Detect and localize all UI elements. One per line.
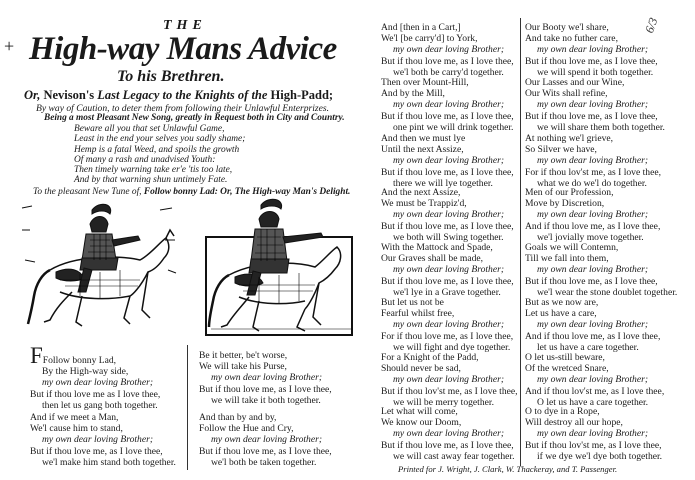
- verse-line: Will destroy all our hope,: [525, 417, 623, 429]
- or-word: Or,: [24, 88, 41, 102]
- verse-refrain: my own dear loving Brother;: [393, 44, 505, 56]
- tune-name: Follow bonny Lad: Or, The High-way Man's Delight.: [143, 187, 351, 197]
- verse-line: We'l [be carry'd] to York,: [381, 33, 478, 45]
- verse-line: But if thou love me, as I love thee,: [381, 439, 514, 451]
- verse-line: one pint we will drink together.: [393, 121, 514, 133]
- verse-line: But if thou love me, as I love thee,: [381, 275, 514, 287]
- stanza-col3-2: [381, 77, 514, 133]
- stanza-col4-4: [525, 187, 660, 243]
- verse-line: we'l both be taken together.: [211, 456, 317, 468]
- verse-line: We'l cause him to stand,: [30, 423, 123, 435]
- verse-line: Fearful whilst free,: [381, 308, 455, 320]
- verse-line: we'l both be carry'd together.: [393, 66, 504, 78]
- stanza-col4-8: [525, 406, 662, 462]
- verse-line: Follow the Hue and Cry,: [199, 423, 294, 435]
- verse-line: But let us not be: [381, 297, 444, 308]
- stanza-col3-4: [381, 187, 514, 243]
- stanza-col4-2: [525, 77, 665, 133]
- verse-line: Let us have a care,: [525, 308, 597, 320]
- stanza-col1-2: [30, 412, 176, 468]
- verse-line: we'l make him stand both together.: [42, 456, 176, 468]
- verse-line: But if thou love me as I love thee,: [30, 388, 161, 400]
- verse-line: Our Booty we'l share,: [525, 22, 609, 33]
- stanza-col3-6: [381, 297, 513, 353]
- verse-line: we will be merry together.: [393, 396, 494, 408]
- verse-line: Until the next Assize,: [381, 144, 464, 156]
- stanza-col4-6: [525, 297, 660, 353]
- stanza-col3-5: [381, 242, 514, 298]
- horse-rider-image: [205, 197, 353, 337]
- stanza-col3-3: [381, 133, 514, 189]
- verse-line: And than by and by,: [199, 412, 277, 423]
- verse-line: At nothing we'l grieve,: [525, 133, 614, 144]
- verse-refrain: my own dear loving Brother;: [393, 264, 505, 276]
- verse-line: Of many a rash and unadvised Youth:: [74, 154, 216, 165]
- verse-line: Of the wretced Snare,: [525, 363, 609, 375]
- stanza-col3-1: [381, 22, 514, 78]
- verse-line: we'l wear the stone doublet together.: [537, 286, 678, 298]
- verse-refrain: my own dear loving Brother;: [537, 99, 649, 111]
- verse-line: And if thou love me, as I love thee,: [525, 220, 661, 232]
- verse-line: if we dye we'l dye both together.: [537, 450, 663, 462]
- verse-refrain: my own dear loving Brother;: [393, 99, 505, 111]
- verse-line: But as we now are,: [525, 297, 599, 308]
- verse-line: And [then in a Cart,]: [381, 22, 461, 33]
- verse-line: we will fight and dye together.: [393, 341, 511, 353]
- verse-line: We must be Trappiz'd,: [381, 198, 467, 210]
- verse-line: let us have a care together.: [537, 341, 639, 353]
- header-the: THE: [163, 18, 207, 33]
- stanza-col2-2: [199, 412, 332, 468]
- verse-refrain: my own dear loving Brother;: [537, 209, 649, 221]
- verse-line: By the High-way side,: [42, 366, 129, 378]
- verse-line: For if thou lov'st me, as I love thee,: [525, 166, 662, 178]
- verse-line: For if thou love me, as I love thee,: [381, 330, 514, 342]
- verse-line: O let us-still beware,: [525, 352, 605, 363]
- verse-line: then let us gang both together.: [42, 399, 158, 411]
- verse-refrain: my own dear loving Brother;: [211, 372, 323, 384]
- legacy-text: Last Legacy to the Knights of the: [97, 88, 268, 102]
- verse-line: And if thou love me, as I love thee,: [525, 330, 661, 342]
- verse-line: But if thou love me, as I love thee,: [30, 445, 163, 457]
- verse-line: And if we meet a Man,: [30, 412, 119, 423]
- woodcut-horseman-left: [20, 200, 180, 332]
- nevison-word: Nevison's: [43, 88, 95, 102]
- verse-line: But if thou love me, as I love thee,: [525, 275, 658, 287]
- verse-line: For a Knight of the Padd,: [381, 352, 479, 363]
- verse-line: But if thou love me, as I love thee,: [525, 55, 658, 67]
- verse-line: Goals we will Contemn,: [525, 242, 619, 253]
- verse-line: But if thou love me, as I love thee,: [199, 383, 332, 395]
- stanza-col4-1: [525, 22, 658, 78]
- verse-line: Our Lasses and our Wine,: [525, 77, 625, 88]
- verse-line: And the next Assize,: [381, 187, 461, 198]
- verse-refrain: my own dear loving Brother;: [393, 155, 505, 167]
- verse-line: what we do we'l do together.: [537, 177, 647, 189]
- verse-refrain: my own dear loving Brother;: [537, 264, 649, 276]
- verse-line: Should never be sad,: [381, 363, 461, 375]
- horse-rider-image: [20, 200, 180, 332]
- verse-line: Then timely warning take er'e 'tis too late,: [74, 165, 233, 176]
- woodcut-horseman-right: [205, 197, 353, 337]
- verse-line: We will take his Purse,: [199, 361, 287, 373]
- verse-line: Move by Discretion,: [525, 198, 605, 210]
- margin-plus-mark: +: [4, 36, 15, 56]
- verse-refrain: my own dear loving Brother;: [537, 155, 649, 167]
- drop-cap: F: [30, 343, 43, 368]
- verse-refrain: my own dear loving Brother;: [537, 44, 649, 56]
- verse-refrain: my own dear loving Brother;: [393, 319, 505, 331]
- verse-refrain: my own dear loving Brother;: [42, 434, 154, 446]
- verse-refrain: my own dear loving Brother;: [211, 434, 323, 446]
- printer-imprint: Printed for J. Wright, J. Clark, W. Thackeray, and T. Passenger.: [398, 464, 618, 474]
- verse-refrain: my own dear loving Brother;: [393, 209, 505, 221]
- or-line: [24, 88, 333, 103]
- verse-line: But if thou love me, as I love thee,: [381, 220, 514, 232]
- verse-line: Our Wits shall refine,: [525, 88, 608, 100]
- verse-line: we will cast away fear together.: [393, 450, 515, 462]
- tune-prefix: To the pleasant New Tune of,: [33, 187, 142, 197]
- verse-line: And if thou lov'st me, as I love thee,: [525, 385, 665, 397]
- verse-line: Hemp is a fatal Weed, and spoils the growth: [74, 144, 240, 155]
- verse-line: And then we must lye: [381, 133, 466, 144]
- column-divider-left: [187, 345, 188, 470]
- verse-line: we will spend it both together.: [537, 66, 654, 78]
- verse-line: Till we fall into them,: [525, 253, 609, 265]
- verse-line: But if thou love me, as I love thee,: [199, 445, 332, 457]
- verse-line: And take no futher care,: [525, 33, 618, 45]
- verse-line: Our Graves shall be made,: [381, 253, 484, 265]
- tune-line: [33, 187, 350, 197]
- stanza-col1-1: [30, 343, 161, 411]
- stanza-col4-3: [525, 133, 661, 189]
- verse-line: But if thou lov'st me, as I love thee,: [525, 439, 662, 451]
- margin-handwritten-mark: 6/3: [642, 15, 661, 35]
- stanza-col4-7: [525, 352, 664, 408]
- header-verse: [74, 124, 245, 186]
- verse-line: there we will lye together.: [393, 177, 493, 189]
- song-line: Being a most Pleasant New Song, greatly in Request both in City and Country.: [44, 113, 345, 123]
- verse-line: With the Mattock and Spade,: [381, 242, 493, 253]
- verse-line: But if thou love me, as I love thee,: [525, 110, 658, 122]
- verse-line: Beware all you that set Unlawful Game,: [74, 124, 225, 134]
- page-title: High-way Mans Advice: [29, 31, 337, 67]
- verse-line: Least in the end your selves you sadly shame;: [74, 134, 246, 145]
- stanza-col4-5: [525, 242, 677, 298]
- verse-line: But if thou love me, as I love thee,: [381, 55, 514, 67]
- verse-refrain: my own dear loving Brother;: [537, 428, 649, 440]
- verse-refrain: my own dear loving Brother;: [42, 377, 154, 389]
- stanza-col3-7: [381, 352, 518, 408]
- verse-line: But if thou lov'st me, as I love thee,: [381, 385, 518, 397]
- column-divider-right: [520, 18, 521, 466]
- verse-line: But if thou love me, as I love thee,: [381, 166, 514, 178]
- stanza-col3-8: [381, 406, 514, 462]
- high-padd-text: High-Padd;: [270, 88, 334, 102]
- verse-refrain: my own dear loving Brother;: [537, 374, 649, 386]
- verse-line: Then over Mount-Hill,: [381, 77, 469, 88]
- verse-line: Men of our Profession,: [525, 187, 614, 198]
- caution-line: By way of Caution, to deter them from following their Unlawful Enterprizes.: [36, 103, 330, 114]
- subtitle: To his Brethren.: [117, 68, 225, 85]
- verse-refrain: my own dear loving Brother;: [537, 319, 649, 331]
- verse-refrain: my own dear loving Brother;: [393, 374, 505, 386]
- verse-line: But if thou love me, as I love thee,: [381, 110, 514, 122]
- verse-line: we will take it both together.: [211, 394, 321, 406]
- verse-line: we will share them both together.: [537, 121, 665, 133]
- verse-line: FFollow bonny Lad,: [30, 343, 117, 368]
- verse-line: And by that warning shun untimely Fate.: [74, 175, 228, 186]
- verse-line: O let us have a care together.: [537, 396, 649, 408]
- verse-line: we'l lye in a Grave together.: [393, 286, 501, 298]
- verse-line: And by the Mill,: [381, 88, 445, 100]
- verse-line: O to dye in a Rope,: [525, 406, 600, 417]
- verse-line: we'l jovially move together.: [537, 231, 644, 243]
- verse-line: we both will Swing together.: [393, 231, 504, 243]
- verse-line: We know our Doom,: [381, 417, 462, 429]
- verse-line: So Silver we have,: [525, 144, 597, 156]
- verse-refrain: my own dear loving Brother;: [393, 428, 505, 440]
- stanza-col2-1: [199, 350, 332, 406]
- verse-line: Be it better, be't worse,: [199, 350, 288, 361]
- verse-line: Let what will come,: [381, 406, 458, 417]
